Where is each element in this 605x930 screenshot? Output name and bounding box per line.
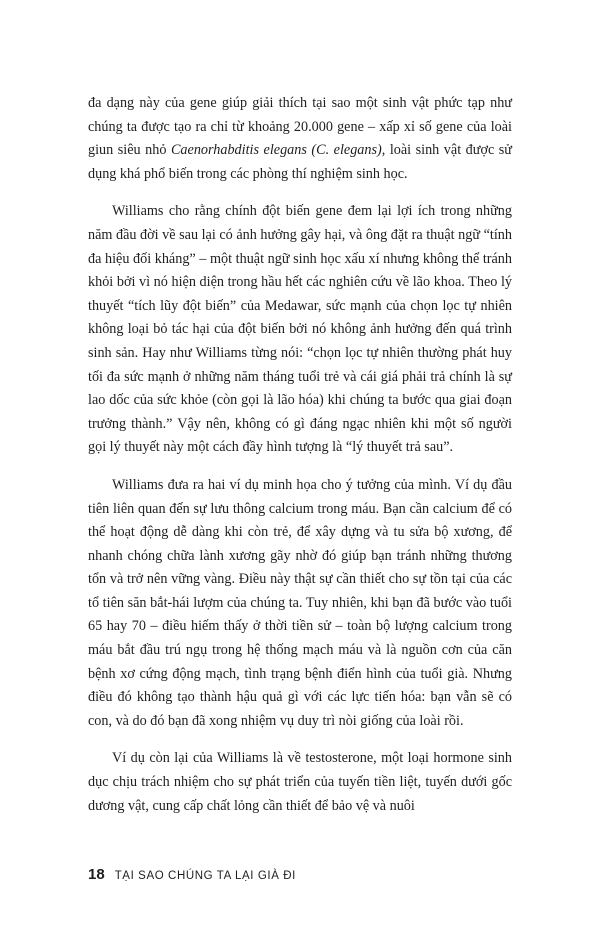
paragraph-3: Williams đưa ra hai ví dụ minh họa cho ý tưởng của mình. Ví dụ đầu tiên liên quan đến sự lưu thông calcium trong máu. Bạn cần calcium để có thể hoạt động dễ dàng khi còn trẻ, để xây dựng và tu sửa bộ xương, để nhanh chóng chữa lành xương gãy nhờ đó giúp bạn tránh những thương tổn và trở nên vững vàng. Điều này thật sự cần thiết cho sự tồn tại của các tổ tiên săn bắt-hái lượm của chúng ta. Tuy nhiên, khi bạn đã bước vào tuổi 65 hay 70 – điều hiếm thấy ở thời tiền sử – toàn bộ lượng calcium trong máu bắt đầu trú ngụ trong hệ thống mạch máu và là nguồn cơn của căn bệnh xơ cứng động mạch, tình trạng bệnh điển hình của tuổi già. Nhưng điều đó không tạo thành hậu quả gì với các lực tiến hóa: bạn vẫn sẽ có con, và do đó bạn đã xong nhiệm vụ duy trì nòi giống của loài rồi. bbox=[88, 476, 512, 729]
paragraph-2: Williams cho rằng chính đột biến gene đem lại lợi ích trong những năm đầu đời về sau lại có ảnh hưởng gây hại, và ông đặt ra thuật ngữ “tính đa hiệu đối kháng” – một thuật ngữ sinh học xấu xí nhưng không thể tránh khỏi bởi vì nó hiện diện trong hầu hết các nghiên cứu về lão khoa. Theo lý thuyết “tích lũy đột biến” của Medawar, sức mạnh của chọn lọc tự nhiên không loại bỏ tác hại của đột biến bởi nó không ảnh hưởng đến quá trình sinh sản. Hay như Williams từng nói: “chọn lọc tự nhiên thường phát huy tối đa sức mạnh ở những năm tháng tuổi trẻ và cái giá phải trả chính là sự lao dốc của sức khỏe (còn gọi là lão hóa) khi chúng ta bước qua giai đoạn trưởng thành.” Vậy nên, không có gì đáng ngạc nhiên khi một số người gọi lý thuyết này một cách đầy hình tượng là “lý thuyết trả sau”. bbox=[88, 203, 512, 456]
page-number: 18 bbox=[88, 866, 105, 883]
paragraph-4: Ví dụ còn lại của Williams là về testosterone, một loại hormone sinh dục chịu trách nhiệm cho sự phát triển của tuyến tiền liệt, tuyến dưới gốc dương vật, cung cấp chất lỏng cần thiết để bảo vệ và nuôi bbox=[88, 750, 512, 814]
paragraph-1-text-start: đa dạng này của gene giúp giải thích tại sao một sinh vật phức tạp như chúng ta được tạo ra chỉ từ khoảng 20.000 gene – xấp xỉ số gene của loài giun siêu nhỏ bbox=[88, 95, 512, 159]
paragraph-1-text-end: loài sinh vật được sử dụng khá phổ biến trong các phòng thí nghiệm sinh học. bbox=[88, 142, 512, 182]
page-footer bbox=[88, 866, 512, 883]
body-text bbox=[88, 92, 512, 832]
paragraph-1 bbox=[88, 92, 512, 186]
running-title: TẠI SAO CHÚNG TA LẠI GIÀ ĐI bbox=[114, 870, 296, 882]
species-name-italic: Caenorhabditis elegans (C. elegans), bbox=[170, 142, 386, 159]
